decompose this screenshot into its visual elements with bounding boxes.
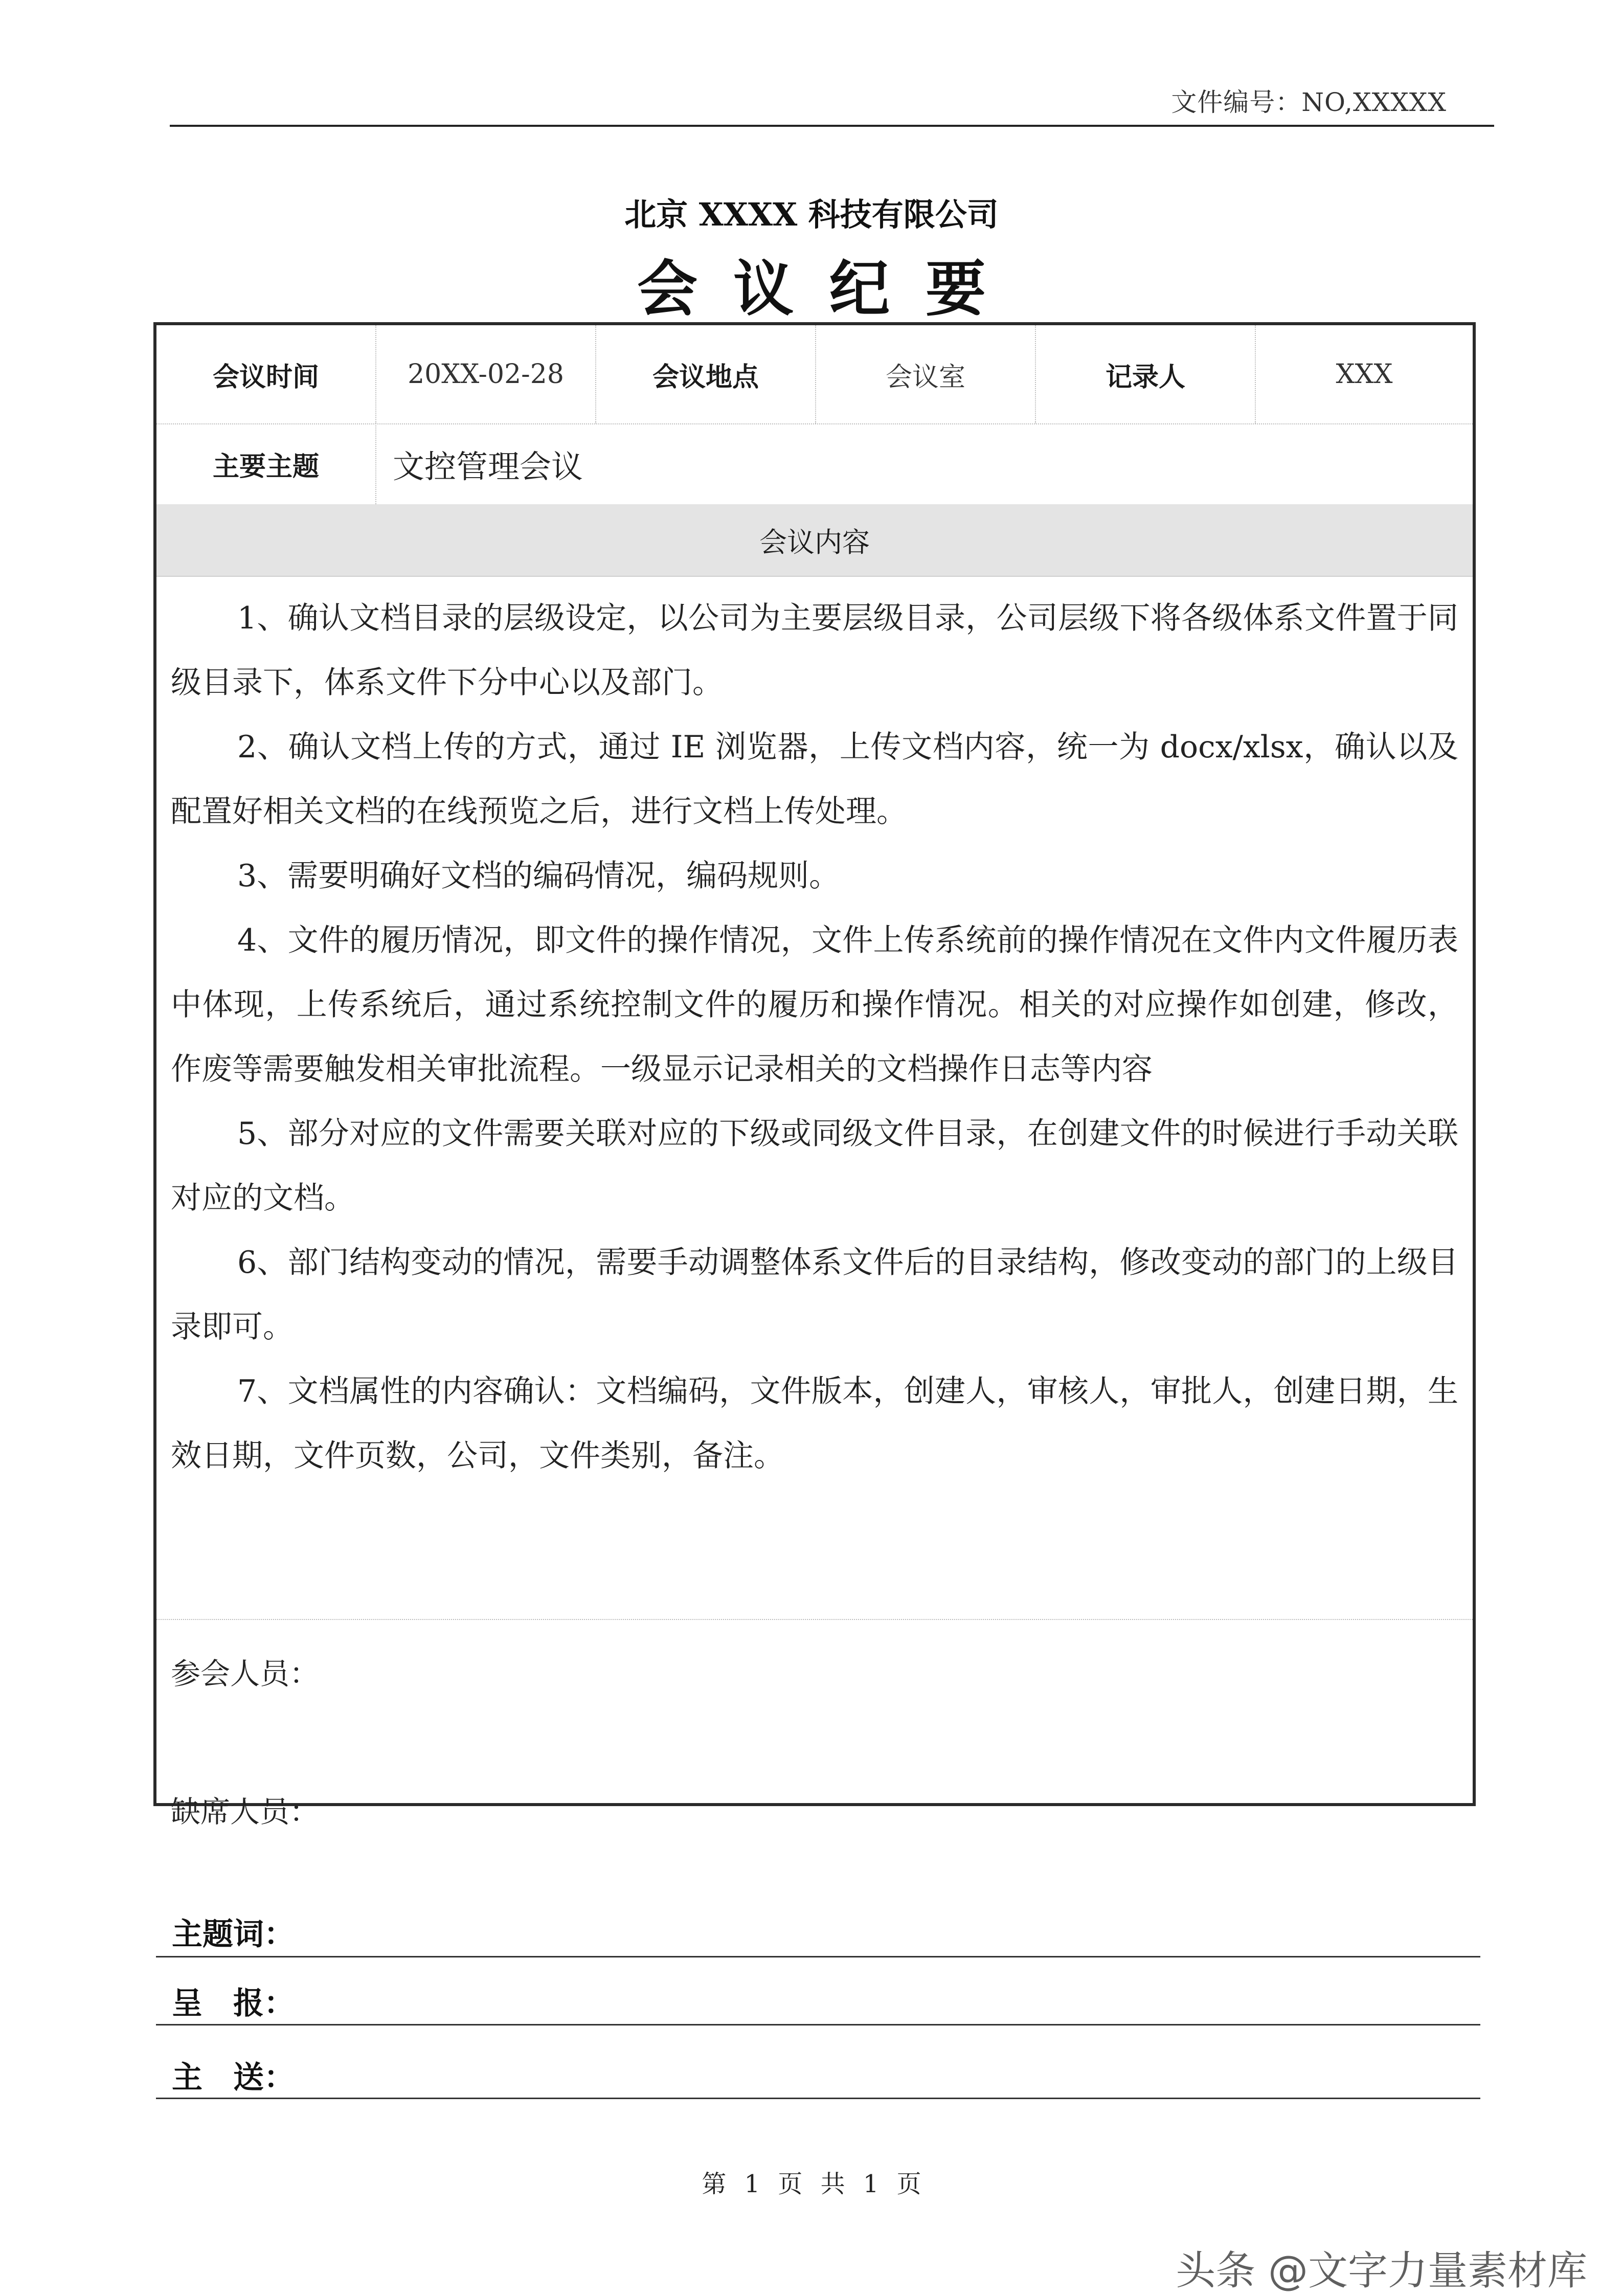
send-label-rest: 送：	[233, 2060, 295, 2096]
place-label: 会议地点	[596, 325, 816, 423]
topic-value: 文控管理会议	[393, 447, 583, 485]
keywords-label: 主题词：	[172, 1917, 295, 1952]
send-label-char: 主	[172, 2060, 233, 2096]
keywords-rule	[156, 1956, 1480, 1957]
meeting-content	[156, 586, 1473, 1488]
content-item: 4、文件的履历情况，即文件的操作情况，文件上传系统前的操作情况在文件内文件履历表中体现，上传系统后，通过系统控制文件的履历和操作情况。相关的对应操作如创建，修改，作废等需要触发相关审批流程。一级显示记录相关的文档操作日志等内容	[171, 922, 1458, 1087]
report-label	[172, 1979, 295, 2023]
present-label: 参会人员：	[171, 1656, 320, 1691]
absent-label: 缺席人员：	[171, 1794, 320, 1829]
company-name: 北京 XXXX 科技有限公司	[624, 196, 999, 233]
content-item: 3、需要明确好文档的编码情况，编码规则。	[237, 858, 840, 894]
page-number: 第 1 页 共 1 页	[702, 2170, 921, 2198]
topic-label: 主要主题	[156, 423, 376, 504]
document-title: 会议纪要	[637, 253, 1022, 324]
topic-row	[156, 423, 1473, 505]
content-item: 2、确认文档上传的方式，通过 IE 浏览器，上传文档内容，统一为 docx/xlsx，确认以及配置好相关文档的在线预览之后，进行文档上传处理。	[171, 729, 1458, 829]
content-item: 1、确认文档目录的层级设定，以公司为主要层级目录，公司层级下将各级体系文件置于同级目录下，体系文件下分中心以及部门。	[171, 600, 1458, 701]
content-item: 5、部分对应的文件需要关联对应的下级或同级文件目录，在创建文件的时候进行手动关联对应的文档。	[171, 1116, 1458, 1216]
header-rule	[170, 125, 1494, 127]
send-label	[172, 2053, 295, 2097]
report-label-rest: 报：	[233, 1986, 295, 2021]
recorder-value: XXX	[1336, 359, 1393, 390]
report-rule	[156, 2024, 1480, 2025]
place-value: 会议室	[816, 325, 1036, 423]
content-header: 会议内容	[156, 504, 1473, 577]
report-label-char: 呈	[172, 1986, 233, 2021]
time-label: 会议时间	[156, 325, 376, 423]
send-rule	[156, 2098, 1480, 2099]
time-value: 20XX-02-28	[376, 325, 596, 423]
content-item: 6、部门结构变动的情况，需要手动调整体系文件后的目录结构，修改变动的部门的上级目录即可。	[171, 1245, 1458, 1345]
watermark: 头条 @文字力量素材库	[1176, 2248, 1587, 2294]
doc-number: 文件编号：NO,XXXXX	[1171, 87, 1447, 117]
attendance-divider	[156, 1619, 1473, 1620]
meeting-table	[153, 322, 1476, 1829]
info-row	[156, 325, 1473, 424]
content-item: 7、文档属性的内容确认：文档编码，文件版本，创建人，审核人，审批人，创建日期，生效日期，文件页数，公司，文件类别，备注。	[171, 1374, 1458, 1474]
recorder-label: 记录人	[1036, 325, 1256, 423]
